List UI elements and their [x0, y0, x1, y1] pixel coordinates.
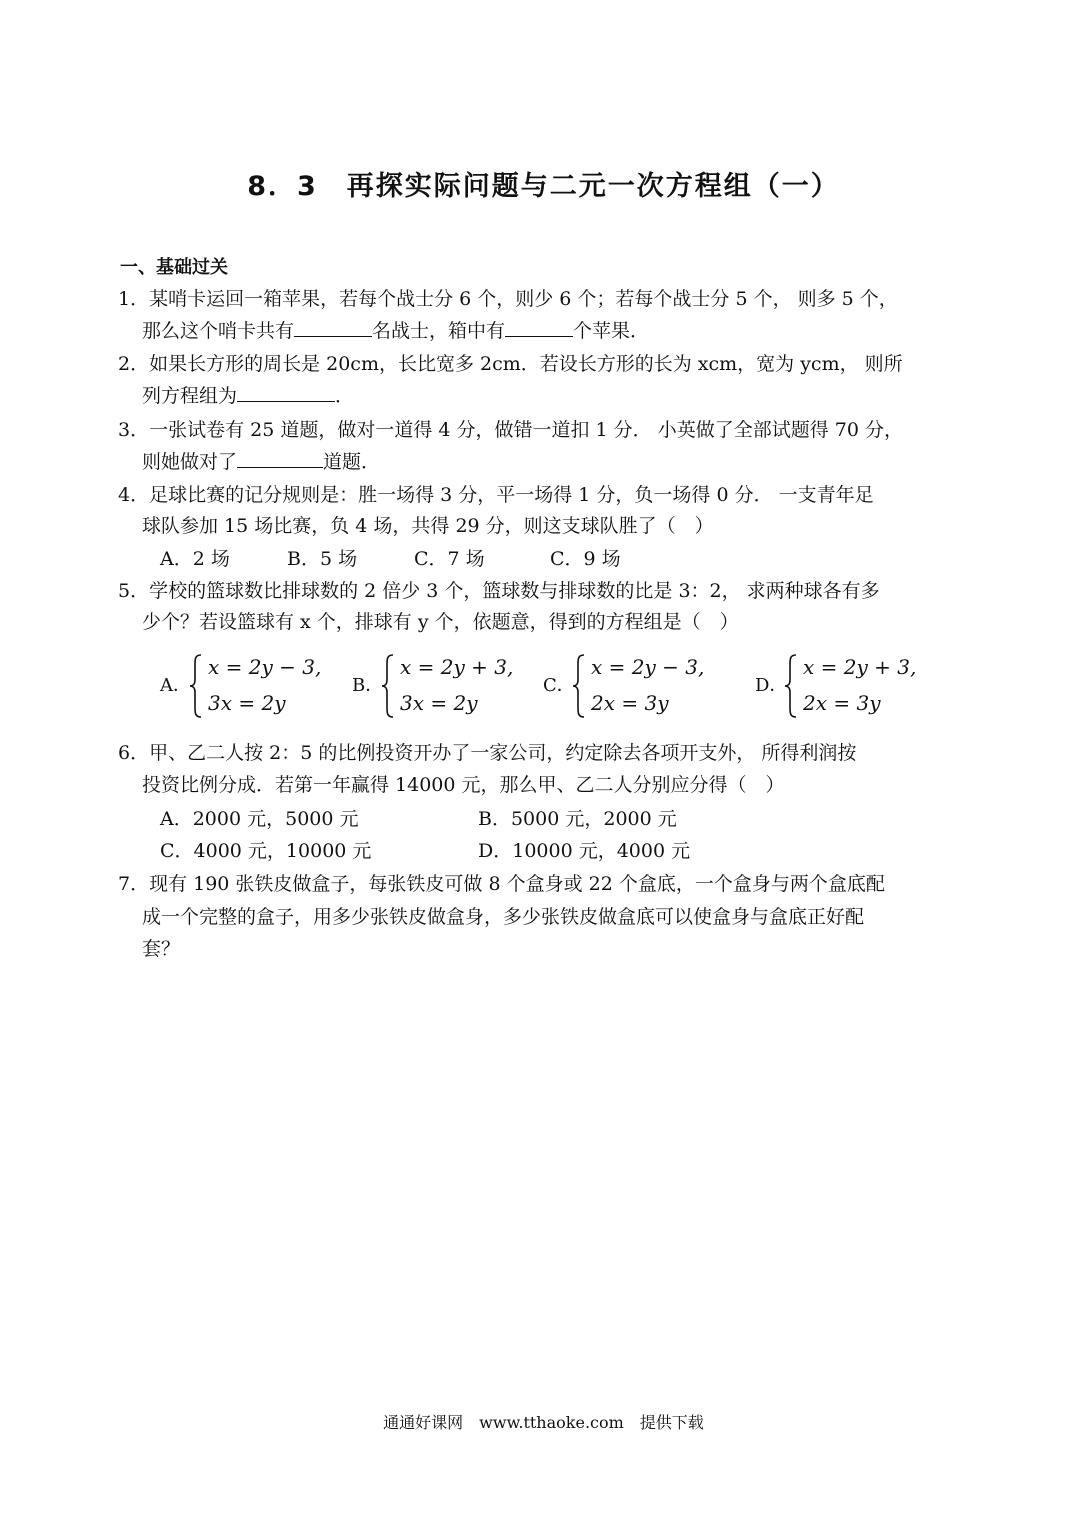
question-2-text-b: ．	[335, 385, 355, 407]
option-label: A．	[160, 675, 191, 696]
equation-2: 2x = 3y	[803, 691, 881, 715]
left-brace-icon	[380, 653, 396, 719]
question-6-option-d[interactable]: D．10000 元，4000 元	[478, 840, 691, 862]
question-5-line-2: 少个？若设篮球有 x 个，排球有 y 个，依题意，得到的方程组是（ ）	[142, 611, 739, 633]
equation-2: 2x = 3y	[591, 691, 669, 715]
question-4-option-d[interactable]: C．9 场	[550, 548, 621, 570]
question-6-line-1: 6．甲、乙二人按 2：5 的比例投资开办了一家公司，约定除去各项开支外， 所得利润按	[118, 742, 857, 764]
question-6-line-2: 投资比例分成．若第一年赢得 14000 元，那么甲、乙二人分别应分得（ ）	[142, 774, 785, 796]
option-label: D．	[755, 675, 788, 696]
question-4-option-b[interactable]: B．5 场	[287, 548, 358, 570]
page-title: 8．3 再探实际问题与二元一次方程组（一）	[247, 171, 840, 202]
answer-blank-equations[interactable]	[237, 383, 335, 402]
question-3-text-a: 则她做对了	[142, 451, 238, 473]
option-label: C．	[543, 675, 575, 696]
page-footer: 通通好课网 www.tthaoke.com 提供下载	[383, 1413, 704, 1432]
question-2-line-1: 2．如果长方形的周长是 20cm，长比宽多 2cm．若设长方形的长为 xcm，宽为 ycm， 则所	[118, 353, 903, 375]
equation-1: x = 2y − 3,	[208, 655, 322, 679]
question-4-option-a[interactable]: A．2 场	[160, 548, 230, 570]
question-1-text-a: 那么这个哨卡共有	[142, 320, 295, 342]
question-1-line-1: 1．某哨卡运回一箱苹果，若每个战士分 6 个，则少 6 个；若每个战士分 5 个， 则多 5 个，	[118, 288, 898, 310]
question-3-line-1: 3．一张试卷有 25 道题，做对一道得 4 分，做错一道扣 1 分． 小英做了全部试题得 70 分，	[118, 419, 903, 441]
question-3-line-2	[142, 449, 380, 475]
question-4-line-1: 4．足球比赛的记分规则是：胜一场得 3 分，平一场得 1 分，负一场得 0 分． 一支青年足	[118, 484, 874, 506]
question-2-line-2	[142, 383, 354, 409]
question-6-option-b[interactable]: B．5000 元，2000 元	[478, 808, 677, 830]
question-4-option-c[interactable]: C．7 场	[414, 548, 485, 570]
question-4-line-2: 球队参加 15 场比赛，负 4 场，共得 29 分，则这支球队胜了（ ）	[142, 515, 714, 537]
question-5-option-d[interactable]	[755, 653, 945, 719]
left-brace-icon	[571, 653, 587, 719]
question-1-text-b: 名战士，箱中有	[372, 320, 506, 342]
question-5-option-b[interactable]	[352, 653, 532, 719]
question-7-line-2: 成一个完整的盒子，用多少张铁皮做盒身，多少张铁皮做盒底可以使盒身与盒底正好配	[142, 906, 865, 928]
question-6-option-c[interactable]: C．4000 元，10000 元	[160, 840, 372, 862]
question-5-option-c[interactable]	[543, 653, 723, 719]
question-2-text-a: 列方程组为	[142, 385, 238, 407]
equation-1: x = 2y + 3,	[400, 655, 514, 679]
equation-2: 3x = 2y	[208, 691, 286, 715]
question-3-text-b: 道题．	[323, 451, 381, 473]
question-1-text-c: 个苹果．	[573, 320, 650, 342]
question-5-option-a[interactable]	[160, 653, 340, 719]
question-7-line-3: 套？	[142, 938, 181, 960]
equation-1: x = 2y − 3,	[591, 655, 705, 679]
option-label: B．	[352, 675, 384, 696]
equation-1: x = 2y + 3,	[803, 655, 917, 679]
question-6-option-a[interactable]: A．2000 元，5000 元	[160, 808, 359, 830]
question-7-line-1: 7．现有 190 张铁皮做盒子，每张铁皮可做 8 个盒身或 22 个盒底，一个盒身与两个盒底配	[118, 873, 885, 895]
left-brace-icon	[188, 653, 204, 719]
answer-blank-correct[interactable]	[237, 449, 323, 468]
question-1-line-2	[142, 318, 649, 344]
question-5-line-1: 5．学校的篮球数比排球数的 2 倍少 3 个，篮球数与排球数的比是 3：2， 求两种球各有多	[118, 580, 880, 602]
equation-2: 3x = 2y	[400, 691, 478, 715]
answer-blank-soldiers[interactable]	[294, 318, 372, 337]
left-brace-icon	[783, 653, 799, 719]
answer-blank-apples[interactable]	[505, 318, 573, 337]
section-heading: 一、基础过关	[120, 257, 228, 278]
